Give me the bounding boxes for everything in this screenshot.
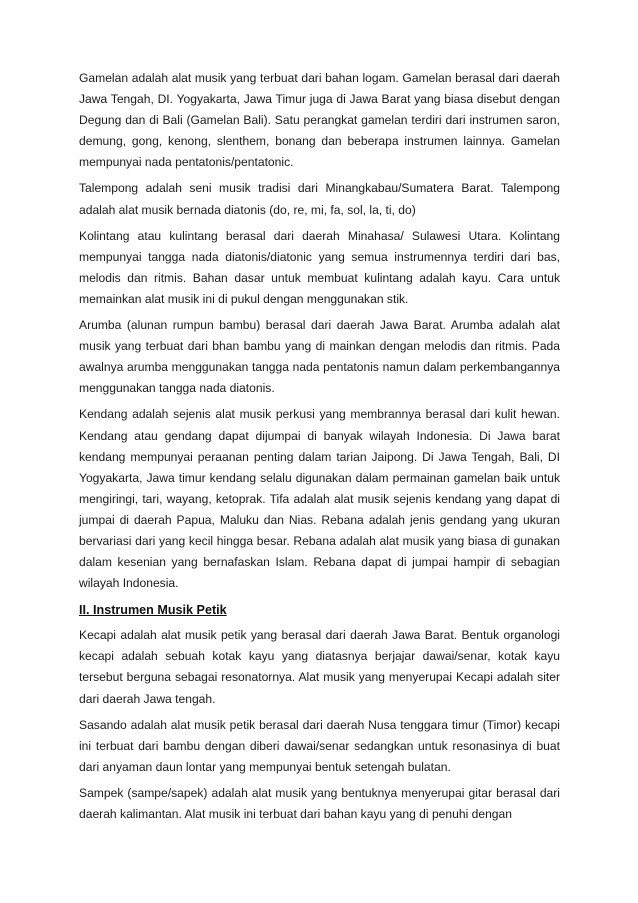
paragraph-talempong: Talempong adalah seni musik tradisi dari Minangkabau/Sumatera Barat. Talempong adalah alat musik bernada diatonis (do, re, mi, fa, sol, la, ti, do) [79, 181, 560, 217]
section-heading-musik-petik: II. Instrumen Musik Petik [79, 603, 227, 618]
paragraph-kolintang: Kolintang atau kulintang berasal dari daerah Minahasa/ Sulawesi Utara. Kolintang mempunyai tangga nada diatonis/diatonic yang semua instrumennya terdiri dari bas, melodis dan ritmis. Bahan dasar untuk membuat kulintang adalah kayu. Cara untuk memainkan alat musik ini di pukul dengan menggunakan stik. [79, 228, 560, 306]
document-body [79, 68, 560, 830]
paragraph-sasando: Sasando adalah alat musik petik berasal dari daerah Nusa tenggara timur (Timor) kecapi ini terbuat dari bambu dengan diberi dawai/senar sedangkan untuk resonasinya di buat dari anyaman daun lontar yang mempunyai bentuk setengah bulatan. [79, 717, 560, 774]
paragraph-kendang: Kendang adalah sejenis alat musik perkusi yang membrannya berasal dari kulit hewan. Kendang atau gendang dapat dijumpai di banyak wilayah Indonesia. Di Jawa barat kendang mempunyai peraanan penting dalam tarian Jaipong. Di Jawa Tengah, Bali, DI Yogyakarta, Jawa timur kendang selalu digunakan dalam permainan gamelan baik untuk mengiringi, tari, wayang, ketoprak. Tifa adalah alat musik sejenis kendang yang dapat di jumpai di daerah Papua, Maluku dan Nias. Rebana adalah jenis gendang yang ukuran bervariasi dari yang kecil hingga besar. Rebana adalah alat musik yang biasa di gunakan dalam kesenian yang bernafaskan Islam. Rebana dapat di jumpai hampir di sebagian wilayah Indonesia. [79, 407, 560, 591]
paragraph-gamelan: Gamelan adalah alat musik yang terbuat dari bahan logam. Gamelan berasal dari daerah Jawa Tengah, DI. Yogyakarta, Jawa Timur juga di Jawa Barat yang biasa disebut dengan Degung dan di Bali (Gamelan Bali). Satu perangkat gamelan terdiri dari instrumen saron, demung, gong, kenong, slenthem, bonang dan beberapa instrumen lainnya. Gamelan mempunyai nada pentatonis/pentatonic. [79, 71, 560, 170]
paragraph-sampek: Sampek (sampe/sapek) adalah alat musik yang bentuknya menyerupai gitar berasal dari daerah kalimantan. Alat musik ini terbuat dari bahan kayu yang di penuhi dengan [79, 785, 560, 821]
paragraph-kecapi: Kecapi adalah alat musik petik yang berasal dari daerah Jawa Barat. Bentuk organologi kecapi adalah sebuah kotak kayu yang diatasnya berjajar dawai/senar, kotak kayu tersebut berguna sebagai resonatornya. Alat musik yang menyerupai Kecapi adalah siter dari daerah Jawa tengah. [79, 628, 560, 706]
paragraph-arumba: Arumba (alunan rumpun bambu) berasal dari daerah Jawa Barat. Arumba adalah alat musik yang terbuat dari bhan bambu yang di mainkan dengan melodis dan ritmis. Pada awalnya arumba menggunakan tangga nada pentatonis namun dalam perkembangannya menggunakan tangga nada diatonis. [79, 318, 560, 396]
